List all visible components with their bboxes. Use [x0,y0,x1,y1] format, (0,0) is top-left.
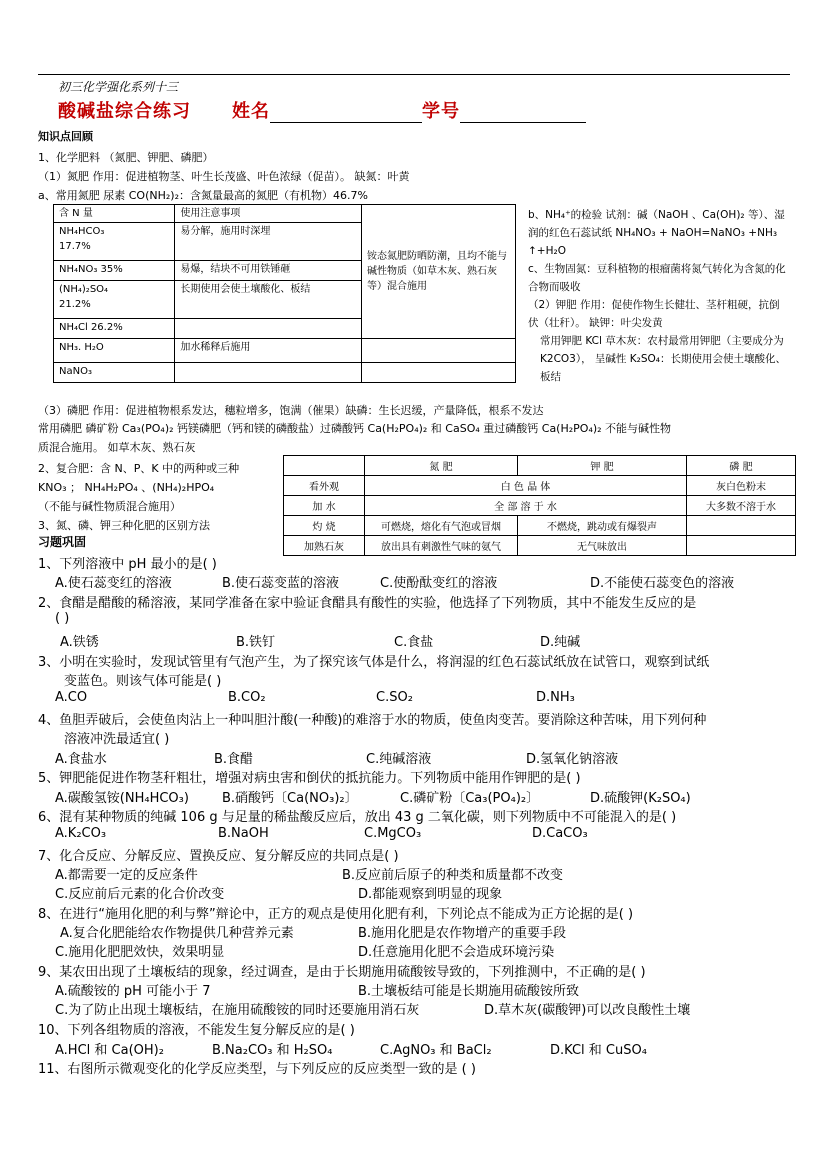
ammonium-test-note: b、NH₄⁺的检验 试剂：碱（NaOH 、Ca(OH)₂ 等）、湿润的红色石蕊试纸 NH₄NO₃ + NaOH=NaNO₃ +NH₃ ↑+H₂O [528,209,785,257]
nitrogen-fertilizer-table [53,204,516,383]
t1-cell: NH₄NO₃ 35% [54,261,175,281]
t1-cell [175,319,362,339]
q7-option-a: A.都需要一定的反应条件 [55,868,198,883]
compound-line-2: KNO₃ ； NH₄H₂PO₄ 、(NH₄)₂HPO₄ [38,481,215,494]
q2-option-c: C.食盐 [394,635,434,650]
question-4-cont: 溶液冲洗最适宜( ) [64,732,170,747]
q4-option-d: D.氢氧化钠溶液 [526,752,619,767]
t2-cell: 放出具有刺激性气味的氨气 [365,536,518,556]
q3-option-d: D.NH₃ [536,690,575,705]
q3-option-b: B.CO₂ [228,690,266,705]
t1-cell: NH₃. H₂O [54,339,175,363]
q10-option-d: D.KCl 和 CuSO₄ [550,1043,647,1058]
t1-cell: NH₄Cl 26.2% [54,319,175,339]
compound-line-1: 2、复合肥：含 N、P、K 中的两种或三种 [38,462,240,475]
q1-option-b: B.使石蕊变蓝的溶液 [222,576,340,591]
potash-common-note: 常用钾肥 KCl 草木灰：农村最常用钾肥（主要成分为 K2CO3）， 呈碱性 K₂SO₄：长期使用会使土壤酸化、板结 [540,335,787,383]
t2-row-label: 加 水 [284,496,365,516]
q5-option-a: A.碳酸氢铵(NH₄HCO₃) [55,791,189,806]
q10-option-a: A.HCl 和 Ca(OH)₂ [55,1043,164,1058]
phosphate-line-2: 常用磷肥 磷矿粉 Ca₃(PO₄)₂ 钙镁磷肥（钙和镁的磷酸盐）过磷酸钙 Ca(H₂PO₄)₂ 和 CaSO₄ 重过磷酸钙 Ca(H₂PO₄)₂ 不能与碱性物 [38,422,672,435]
q2-option-b: B.铁钉 [236,635,276,650]
t2-header-phosphate: 磷 肥 [687,456,796,476]
t2-header-potash: 钾 肥 [518,456,687,476]
t2-cell: 白 色 晶 体 [365,476,687,496]
question-1: 1、下列溶液中 pH 最小的是( ) [38,557,217,572]
q4-option-b: B.食醋 [214,752,254,767]
q2-option-a: A.铁锈 [60,635,99,650]
q4-option-a: A.食盐水 [55,752,107,767]
q5-option-c: C.磷矿粉〔Ca₃(PO₄)₂〕 [400,791,540,806]
t2-cell: 灰白色粉末 [687,476,796,496]
t1-cell [54,223,175,261]
q7-option-d: D.都能观察到明显的现象 [358,887,503,902]
q10-option-c: C.AgNO₃ 和 BaCl₂ [380,1043,492,1058]
t1-cell [361,339,515,363]
t1-r1-formula: NH₄HCO₃ [59,226,105,237]
q8-option-c: C.施用化肥肥效快，效果明显 [55,945,225,960]
t2-cell: 不燃烧，跳动或有爆裂声 [518,516,687,536]
q9-option-a: A.硫酸铵的 pH 可能小于 7 [55,984,211,999]
question-3-cont: 变蓝色。则该气体可能是( ) [64,674,222,689]
question-2-cont: ( ) [55,611,70,626]
q1-option-c: C.使酚酞变红的溶液 [380,576,498,591]
t1-r3-percent: 21.2% [59,299,91,310]
exercise-heading: 习题巩固 [38,535,87,549]
q1-option-d: D.不能使石蕊变色的溶液 [590,576,735,591]
q6-option-d: D.CaCO₃ [532,826,588,841]
q5-option-d: D.硫酸钾(K₂SO₄) [590,791,691,806]
id-blank [460,106,586,123]
t2-row-label: 灼 烧 [284,516,365,536]
question-6: 6、混有某种物质的纯碱 106 g 与足量的稀盐酸反应后，放出 43 g 二氧化碳，则下列物质中不可能混入的是( ) [38,810,677,825]
q9-option-d: D.草木灰(碳酸钾)可以改良酸性土壤 [484,1003,691,1018]
id-label: 学号 [422,101,460,122]
t2-cell: 无气味放出 [518,536,687,556]
t2-row-label: 加熟石灰 [284,536,365,556]
t1-r3-formula: (NH₄)₂SO₄ [59,284,109,295]
series-label: 初三化学强化系列十三 [58,80,179,94]
t1-cell: 长期使用会使土壤酸化、板结 [175,281,362,319]
question-4: 4、鱼胆弄破后，会使鱼肉沾上一种叫胆汁酸(一种酸)的难溶于水的物质，使鱼肉变苦。要消除这种苦味，用下列何种 [38,713,707,728]
q8-option-b: B.施用化肥是农作物增产的重要手段 [358,926,567,941]
q8-option-d: D.任意施用化肥不会造成环境污染 [358,945,555,960]
question-11: 11、右图所示微观变化的化学反应类型，与下列反应的反应类型一致的是 ( ) [38,1062,476,1077]
name-blank [270,106,422,123]
t1-cell [361,363,515,383]
t1-cell: NaNO₃ [54,363,175,383]
t2-cell [687,516,796,536]
fertilizer-distinction-table [283,455,796,556]
t2-cell [284,456,365,476]
question-7: 7、化合反应、分解反应、置换反应、复分解反应的共同点是( ) [38,849,399,864]
t1-cell: 易分解，施用时深埋 [175,223,362,261]
review-line-1: 1、化学肥料 （氮肥、钾肥、磷肥） [38,151,214,164]
q9-option-b: B.土壤板结可能是长期施用硫酸铵所致 [358,984,580,999]
review-heading: 知识点回顾 [38,130,93,143]
q7-option-c: C.反应前后元素的化合价改变 [55,887,225,902]
question-5: 5、钾肥能促进作物茎秆粗壮，增强对病虫害和倒伏的抵抗能力。下列物质中能用作钾肥的是( ) [38,771,581,786]
q7-option-b: B.反应前后原子的种类和质量都不改变 [342,868,564,883]
q8-option-a: A.复合化肥能给农作物提供几种营养元素 [60,926,294,941]
t1-cell [175,363,362,383]
bio-fixation-note: c、生物固氮：豆科植物的根瘤菌将氮气转化为含氮的化合物而吸收 [528,263,786,293]
q6-option-a: A.K₂CO₃ [55,826,107,841]
t2-header-nitrogen: 氮 肥 [365,456,518,476]
q6-option-c: C.MgCO₃ [364,826,422,841]
right-notes [528,206,790,386]
q5-option-b: B.硝酸钙〔Ca(NO₃)₂〕 [222,791,358,806]
t1-cell [54,281,175,319]
potash-note: （2）钾肥 作用：促使作物生长健壮、茎杆粗硬，抗倒伏（壮秆）。 缺钾：叶尖发黄 [528,299,780,329]
compound-line-4: 3、氮、磷、钾三种化肥的区别方法 [38,519,210,532]
page-title: 酸碱盐综合练习 [58,101,191,122]
q9-option-c: C.为了防止出现土壤板结，在施用硫酸铵的同时还要施用消石灰 [55,1003,420,1018]
t2-cell [687,536,796,556]
t2-row-label: 看外观 [284,476,365,496]
q3-option-c: C.SO₂ [376,690,413,705]
header-rule [38,74,790,75]
t1-cell: 易爆，结块不可用铁锤砸 [175,261,362,281]
q4-option-c: C.纯碱溶液 [366,752,432,767]
t1-header-1: 含 N 量 [54,205,175,223]
t1-r1-percent: 17.7% [59,241,91,252]
name-field [232,97,586,123]
q3-option-a: A.CO [55,690,88,705]
phosphate-line-1: （3）磷肥 作用：促进植物根系发达，穗粒增多，饱满（催果）缺磷：生长迟缓，产量降低，根系不发达 [38,404,544,417]
review-line-3: a、常用氮肥 尿素 CO(NH₂)₂：含氮量最高的氮肥（有机物）46.7% [38,189,368,202]
review-line-2: （1）氮肥 作用：促进植物茎、叶生长茂盛、叶色浓绿（促苗）。 缺氮：叶黄 [38,170,410,183]
t1-cell: 加水稀释后施用 [175,339,362,363]
t2-cell: 全 部 溶 于 水 [365,496,687,516]
compound-line-3: （不能与碱性物质混合施用） [38,500,181,513]
t2-cell: 可燃烧，熔化有气泡或冒烟 [365,516,518,536]
t2-cell: 大多数不溶于水 [687,496,796,516]
question-9: 9、某农田出现了土壤板结的现象，经过调查，是由于长期施用硫酸铵导致的，下列推测中，不正确的是( ) [38,965,646,980]
q1-option-a: A.使石蕊变红的溶液 [55,576,172,591]
q2-option-d: D.纯碱 [540,635,581,650]
t1-header-2: 使用注意事项 [175,205,362,223]
t1-ammonium-note: 铵态氮肥防晒防潮，且均不能与碱性物质（如草木灰、熟石灰等）混合施用 [361,205,515,339]
phosphate-line-3: 质混合施用。 如草木灰、熟石灰 [38,441,196,454]
question-10: 10、下列各组物质的溶液，不能发生复分解反应的是( ) [38,1023,355,1038]
q6-option-b: B.NaOH [218,826,269,841]
question-2: 2、食醋是醋酸的稀溶液，某同学准备在家中验证食醋具有酸性的实验，他选择了下列物质，其中不能发生反应的是 [38,596,697,611]
question-3: 3、小明在实验时，发现试管里有气泡产生，为了探究该气体是什么，将润湿的红色石蕊试纸放在试管口，观察到试纸 [38,655,710,670]
name-label: 姓名 [232,101,270,122]
q10-option-b: B.Na₂CO₃ 和 H₂SO₄ [212,1043,333,1058]
question-8: 8、在进行“施用化肥的利与弊”辩论中，正方的观点是使用化肥有利，下列论点不能成为正方论据的是( ) [38,907,634,922]
